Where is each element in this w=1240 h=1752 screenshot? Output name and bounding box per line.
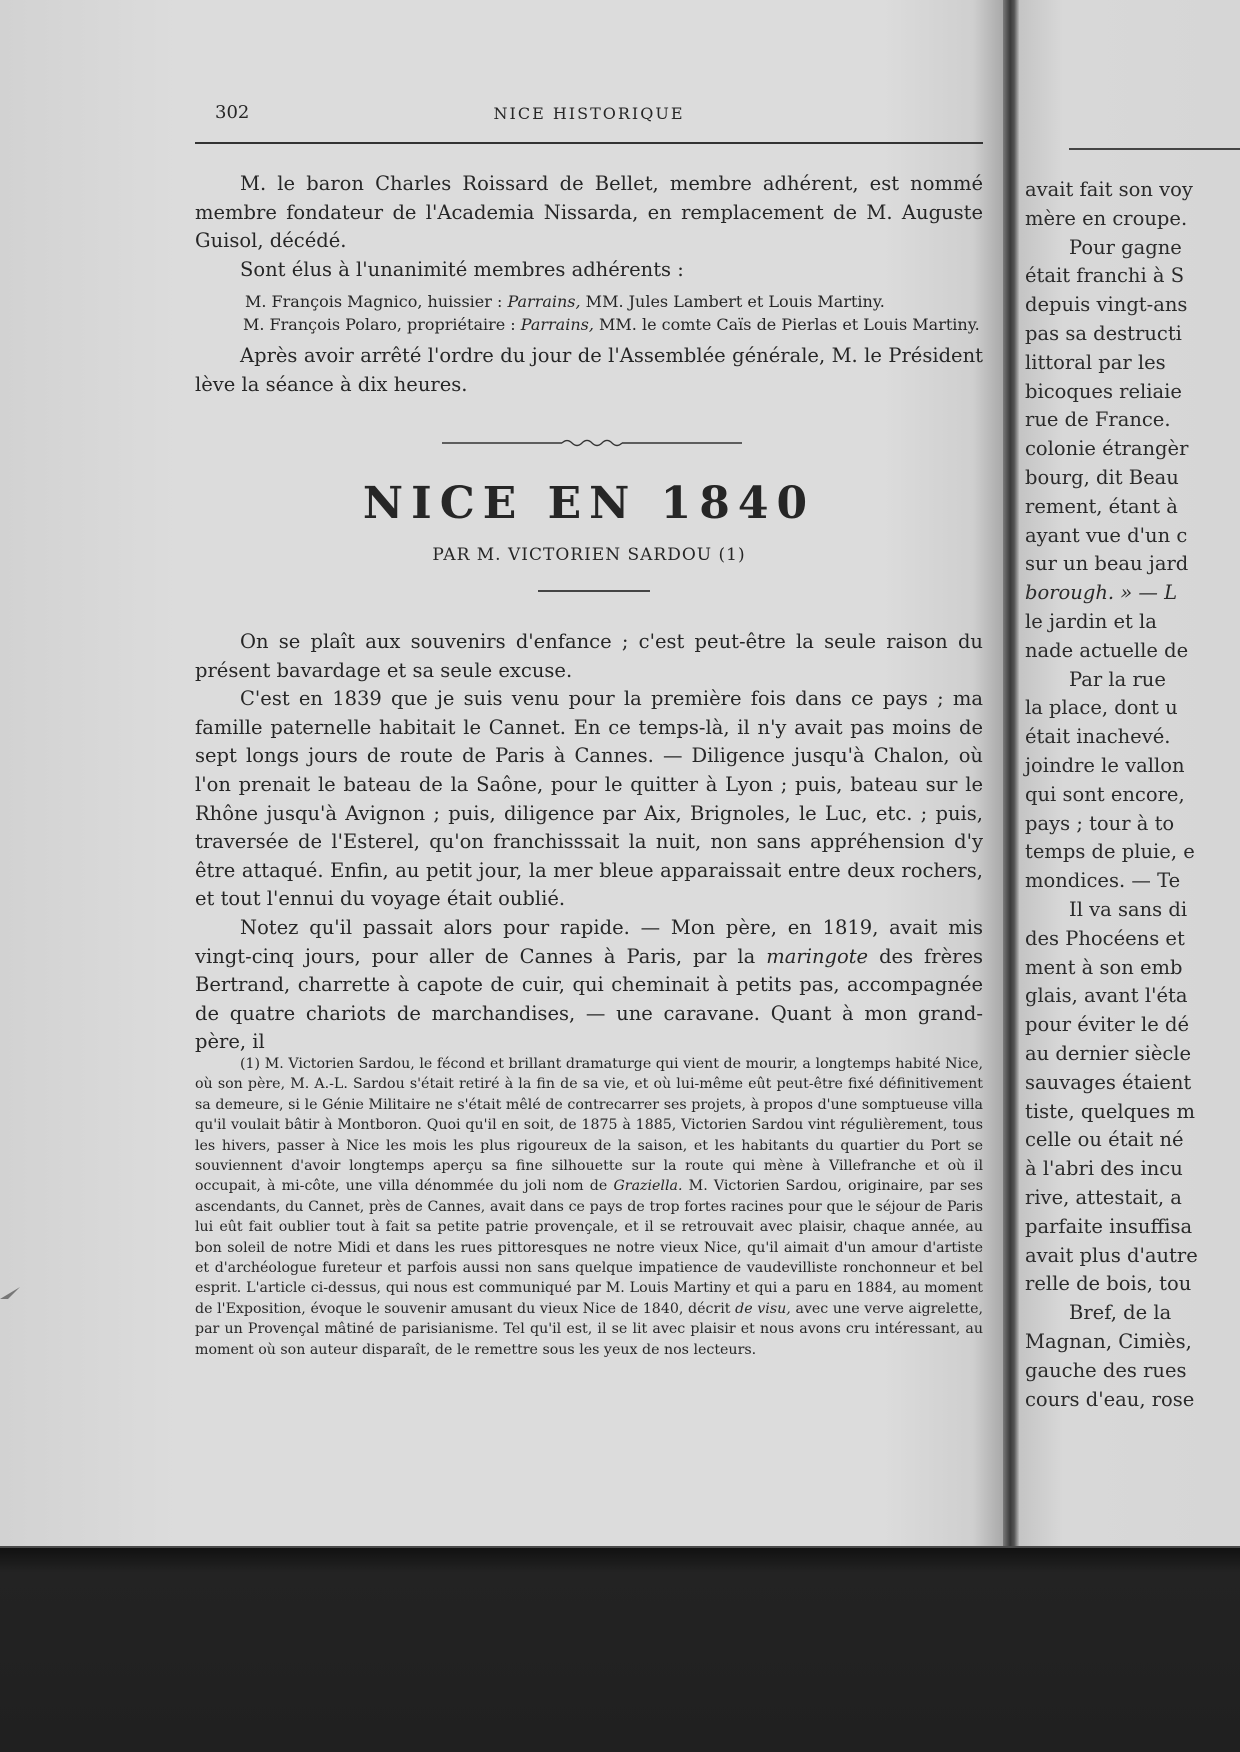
right-page-line: nade actuelle de bbox=[1025, 638, 1189, 662]
right-page-line: avait plus d'autre bbox=[1025, 1243, 1198, 1267]
right-page-line: mondices. — Te bbox=[1025, 869, 1181, 893]
article-title: NICE EN 1840 bbox=[362, 478, 816, 529]
right-page-line: Magnan, Cimiès, bbox=[1025, 1330, 1192, 1353]
right-page-line: cours d'eau, rose bbox=[1025, 1387, 1195, 1411]
byline-rule bbox=[538, 590, 650, 592]
right-page-line: pays ; tour à to bbox=[1025, 811, 1175, 835]
article-paragraph-1: On se plaît aux souvenirs d'enfance ; c'est peut-être la seule raison du présent bavardage et sa seule excuse. bbox=[195, 630, 983, 682]
right-page-line: pas sa destructi bbox=[1025, 322, 1182, 345]
right-page-line: tiste, quelques m bbox=[1025, 1099, 1195, 1123]
right-page-line: temps de pluie, e bbox=[1025, 840, 1195, 864]
minutes-paragraph-1: M. le baron Charles Roissard de Bellet, membre adhérent, est nommé membre fondateur de l'Academia Nissarda, en remplacement de M. Auguste Guisol, décédé. bbox=[195, 172, 983, 253]
right-page-line: Pour gagne bbox=[1069, 235, 1182, 259]
right-page-line: sur un beau jard bbox=[1025, 552, 1189, 576]
minutes-section bbox=[195, 170, 983, 400]
right-page-line: gauche des rues bbox=[1025, 1358, 1187, 1382]
minutes-paragraph-3: Après avoir arrêté l'ordre du jour de l'Assemblée générale, M. le Président lève la séance à dix heures. bbox=[195, 344, 983, 396]
footnote bbox=[195, 1054, 983, 1360]
right-page-line: ment à son emb bbox=[1025, 955, 1183, 979]
right-page-line: le jardin et la bbox=[1025, 610, 1157, 633]
right-page-line: à l'abri des incu bbox=[1025, 1157, 1183, 1181]
right-page-line: Il va sans di bbox=[1069, 898, 1188, 921]
right-page-line: depuis vingt-ans bbox=[1025, 293, 1188, 317]
right-page-line: Par la rue bbox=[1069, 667, 1166, 691]
right-page-line: borough. » — L bbox=[1025, 581, 1178, 605]
article-byline: PAR M. VICTORIEN SARDOU (1) bbox=[432, 545, 746, 565]
right-page-line: sauvages étaient bbox=[1025, 1070, 1192, 1094]
right-page-line: bicoques reliaie bbox=[1025, 379, 1182, 403]
scan-background bbox=[0, 1548, 1240, 1752]
article-paragraph-3: Notez qu'il passait alors pour rapide. — Mon père, en 1819, avait mis vingt-cinq jours, pour aller de Cannes à Paris, par la maringote des frères Bertrand, charrette à capote de cuir, qui cheminait à petits pas, accompagnée de quatre chariots de marchandises, — une caravane. Quant à mon grand-père, il bbox=[195, 915, 984, 1054]
header-rule bbox=[195, 142, 983, 144]
right-page-line: relle de bois, tou bbox=[1025, 1272, 1192, 1296]
right-page-line: rive, attestait, a bbox=[1025, 1186, 1182, 1209]
page-edge-mark bbox=[0, 1285, 22, 1301]
running-head bbox=[195, 102, 983, 130]
right-page-line: la place, dont u bbox=[1025, 696, 1178, 720]
right-page-line: rement, étant à bbox=[1025, 494, 1178, 518]
member-entry-2: M. François Polaro, propriétaire : Parrains, MM. le comte Caïs de Pierlas et Louis Martiny. bbox=[243, 315, 980, 335]
right-page-line: était inachevé. bbox=[1025, 725, 1171, 749]
running-title: NICE HISTORIQUE bbox=[493, 104, 685, 123]
right-page-line: des Phocéens et bbox=[1025, 926, 1185, 950]
right-page bbox=[1019, 0, 1240, 1548]
right-page-line: Bref, de la bbox=[1069, 1301, 1172, 1325]
right-page-line: joindre le vallon bbox=[1025, 754, 1185, 777]
page-number: 302 bbox=[215, 102, 250, 123]
right-page-line: rue de France. bbox=[1025, 408, 1171, 432]
right-page-line: bourg, dit Beau bbox=[1025, 466, 1179, 489]
right-page-line: mère en croupe. bbox=[1025, 206, 1188, 230]
right-page-line: était franchi à S bbox=[1025, 264, 1185, 288]
member-entry-1: M. François Magnico, huissier : Parrains, MM. Jules Lambert et Louis Martiny. bbox=[245, 292, 885, 312]
minutes-paragraph-2: Sont élus à l'unanimité membres adhérents : bbox=[240, 257, 684, 281]
article-body bbox=[195, 628, 983, 1057]
right-page-line: littoral par les bbox=[1025, 350, 1166, 374]
right-page-line: parfaite insuffisa bbox=[1025, 1214, 1193, 1238]
right-page-line: pour éviter le dé bbox=[1025, 1013, 1189, 1037]
right-page-line: avait fait son voy bbox=[1025, 178, 1193, 201]
article-paragraph-2: C'est en 1839 que je suis venu pour la première fois dans ce pays ; ma famille paternelle habitait le Cannet. En ce temps-là, il n'y avait pas moins de sept longs jours de route de Paris à Cannes. — Diligence jusqu'à Chalon, où l'on prenait le bateau de la Saône, pour le quitter à Lyon ; puis, bateau sur le Rhône jusqu'à Avignon ; puis, diligence par Aix, Brignoles, le Luc, etc. ; puis, traversée de l'Esterel, qu'on franchisssait la nuit, non sans appréhension d'y être attaqué. Enfin, au petit jour, la mer bleue apparaissait entre deux rochers, et tout l'ennui du voyage était oublié. bbox=[195, 687, 983, 911]
right-page-header-rule bbox=[1069, 148, 1240, 150]
right-page-line: glais, avant l'éta bbox=[1025, 984, 1188, 1008]
section-separator bbox=[442, 437, 742, 449]
right-page-line: qui sont encore, bbox=[1025, 782, 1185, 806]
right-page-line: colonie étrangèr bbox=[1025, 437, 1189, 461]
book-gutter bbox=[1003, 0, 1019, 1548]
footnote-text: (1) M. Victorien Sardou, le fécond et brillant dramaturge qui vient de mourir, a longtemps habité Nice, où son père, M. A.-L. Sardou s'était retiré à la fin de sa vie, et où lui-même eût peut-être fixé définitivement sa demeure, si le Génie Militaire ne s'était mêlé de contrecarrer ses projets, à propos d'une somptueuse villa qu'il voulait bâtir à Montboron. Quoi qu'il en soit, de 1875 à 1885, Victorien Sardou vint régulièrement, tous les hivers, passer à Nice les mois les plus rigoureux de la saison, et les habitants du quartier du Port se souviennent d'avoir longtemps aperçu sa fine silhouette sur la route qui mène à Villefranche et où il occupait, à mi-côte, une villa dénommée du joli nom de Graziella. M. Victorien Sardou, originaire, par ses ascendants, du Cannet, près de Cannes, avait dans ce pays de trop fortes racines pour que le séjour de Paris lui eût fait oublier tout à fait sa petite patrie provençale, et il se retrouvait avec plaisir, chaque année, au bon soleil de notre Midi et dans les rues pittoresques ne notre vieux Nice, qu'il aimait d'un amour d'artiste et d'archéologue fureteur et parfois aussi non sans quelque impatience de vaudevilliste ronchonneur et bel esprit. L'article ci-dessus, qui nous est communiqué par M. Louis Martiny et qui a paru en 1884, au moment de l'Exposition, évoque le souvenir amusant du vieux Nice de 1840, décrit de visu, avec une verve aigrelette, par un Provençal mâtiné de parisianisme. Tel qu'il est, il se lit avec plaisir et nous avons cru intéressant, au moment où son auteur disparaît, de le remettre sous les yeux de nos lecteurs. bbox=[195, 1056, 984, 1358]
right-page-line: au dernier siècle bbox=[1025, 1042, 1192, 1065]
right-page-line: ayant vue d'un c bbox=[1025, 523, 1188, 547]
right-page-line: celle ou était né bbox=[1025, 1128, 1184, 1152]
